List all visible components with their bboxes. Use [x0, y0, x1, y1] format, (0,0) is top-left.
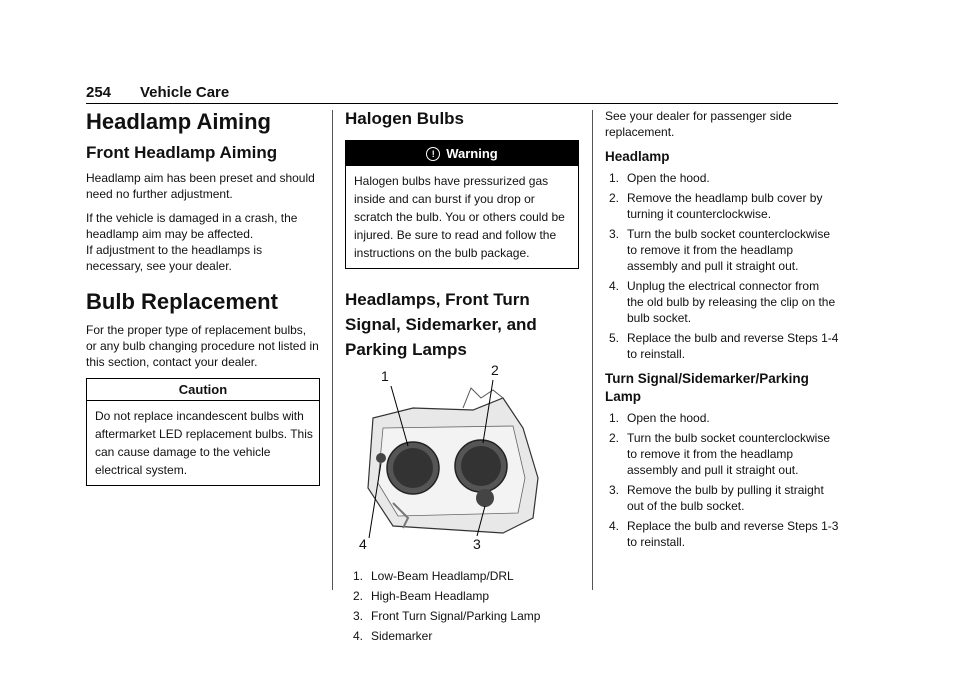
- warning-icon: !: [426, 147, 440, 161]
- legend-item: 2. High-Beam Headlamp: [353, 589, 490, 603]
- callout-1: 1: [381, 368, 389, 384]
- paragraph-adjustment: If adjustment to the headlamps is necessary, see your dealer.: [86, 243, 263, 273]
- caution-text: Do not replace incandescent bulbs with aftermarket LED replacement bulbs. This can cause damage to the vehicle electrical system.: [95, 409, 313, 477]
- step-item: 4. Unplug the electrical connector from the old bulb by releasing the clip on the bulb socket.: [609, 279, 836, 325]
- callout-3: 3: [473, 536, 481, 552]
- legend-item: 3. Front Turn Signal/Parking Lamp: [353, 609, 541, 623]
- step-item: 1. Open the hood.: [609, 171, 710, 185]
- step-item: 5. Replace the bulb and reverse Steps 1-4 to reinstall.: [609, 331, 839, 361]
- page-number: 254: [86, 84, 112, 101]
- step-item: 1. Open the hood.: [609, 411, 710, 425]
- turn-signal-steps: [609, 410, 839, 550]
- warning-text: Halogen bulbs have pressurized gas inside and can burst if you drop or scratch the bulb. You or others could be injured. Be sure to read and follow the instructions on the bulb package.: [354, 174, 565, 260]
- diagram-legend: [353, 568, 579, 644]
- headlamp-steps: [609, 170, 839, 362]
- step-item: 3. Remove the bulb by pulling it straight out of the bulb socket.: [609, 483, 824, 513]
- header-rule: [86, 103, 838, 104]
- step-item: 2. Remove the headlamp bulb cover by turning it counterclockwise.: [609, 191, 823, 221]
- step-item: 3. Turn the bulb socket counterclockwise to remove it from the headlamp assembly and pull it straight out.: [609, 227, 830, 273]
- column-1: [86, 108, 320, 486]
- callout-4: 4: [359, 536, 367, 552]
- headlamp-diagram: [353, 362, 553, 558]
- section-title: Vehicle Care: [140, 84, 230, 101]
- warning-title: Warning: [446, 146, 498, 161]
- heading-bulb-replacement: Bulb Replacement: [86, 289, 278, 314]
- heading-headlamp-aiming: Headlamp Aiming: [86, 109, 271, 134]
- heading-halogen-bulbs: Halogen Bulbs: [345, 109, 465, 128]
- step-item: 4. Replace the bulb and reverse Steps 1-3 to reinstall.: [609, 519, 839, 549]
- heading-front-headlamp-aiming: Front Headlamp Aiming: [86, 143, 278, 162]
- legend-item: 4. Sidemarker: [353, 629, 433, 643]
- warning-header: [346, 141, 578, 166]
- callout-2: 2: [491, 362, 499, 378]
- step-item: 2. Turn the bulb socket counterclockwise to remove it from the headlamp assembly and pull it straight out.: [609, 431, 830, 477]
- heading-headlamp: Headlamp: [605, 149, 670, 164]
- column-2: [345, 108, 579, 648]
- legend-item: 1. Low-Beam Headlamp/DRL: [353, 569, 514, 583]
- page-header: [86, 84, 838, 104]
- paragraph-crash: If the vehicle is damaged in a crash, the headlamp aim may be affected.: [86, 211, 298, 241]
- column-divider-1: [332, 110, 333, 590]
- column-divider-2: [592, 110, 593, 590]
- headlamp-illustration: [353, 368, 553, 558]
- caution-box: [86, 378, 320, 486]
- heading-turn-signal: Turn Signal/Sidemarker/Parking Lamp: [605, 371, 809, 404]
- heading-headlamps-assembly: Headlamps, Front Turn Signal, Sidemarker, and Parking Lamps: [345, 290, 537, 359]
- paragraph-passenger-side: See your dealer for passenger side replacement.: [605, 109, 792, 139]
- warning-box: [345, 140, 579, 269]
- column-3: [605, 108, 839, 554]
- paragraph-aim-preset: Headlamp aim has been preset and should need no further adjustment.: [86, 171, 315, 201]
- caution-title: Caution: [87, 379, 319, 401]
- paragraph-replacement-bulbs: For the proper type of replacement bulbs, or any bulb changing procedure not listed in this section, contact your dealer.: [86, 323, 319, 369]
